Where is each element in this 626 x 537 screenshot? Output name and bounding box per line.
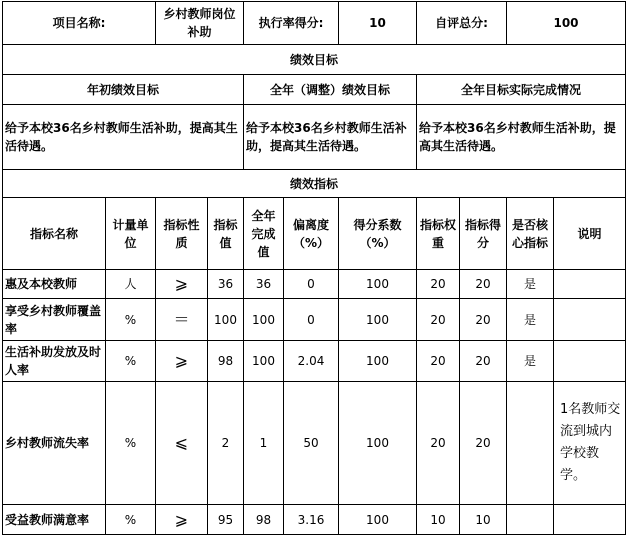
- row-target: 100: [208, 299, 244, 341]
- goals-adjusted-text: 给予本校36名乡村教师生活补助，提高其生活待遇。: [244, 105, 417, 170]
- row-actual: 100: [244, 299, 284, 341]
- row-nature: ⩽: [156, 382, 208, 505]
- row-weight: 20: [417, 382, 460, 505]
- self-score-value: 100: [507, 2, 626, 45]
- col-actual: 全年完成值: [244, 198, 284, 270]
- row-unit: %: [106, 299, 156, 341]
- row-coef: 100: [339, 382, 417, 505]
- row-name: 生活补助发放及时人率: [3, 341, 106, 382]
- row-core: 是: [507, 299, 554, 341]
- row-nature: ⩾: [156, 505, 208, 535]
- row-score: 10: [460, 505, 507, 535]
- row-core: 是: [507, 341, 554, 382]
- row-target: 36: [208, 270, 244, 299]
- col-score: 指标得分: [460, 198, 507, 270]
- header-row: [3, 2, 626, 45]
- execution-score-label: 执行率得分:: [244, 2, 339, 45]
- row-name: 享受乡村教师覆盖率: [3, 299, 106, 341]
- row-score: 20: [460, 270, 507, 299]
- row-note: [554, 341, 626, 382]
- row-score: 20: [460, 341, 507, 382]
- row-score: 20: [460, 299, 507, 341]
- goals-actual-text: 给予本校36名乡村教师生活补助，提高其生活待遇。: [417, 105, 626, 170]
- row-target: 2: [208, 382, 244, 505]
- col-name: 指标名称: [3, 198, 106, 270]
- col-unit: 计量单位: [106, 198, 156, 270]
- row-name: 受益教师满意率: [3, 505, 106, 535]
- row-unit: %: [106, 341, 156, 382]
- row-core: [507, 505, 554, 535]
- row-deviation: 0: [284, 270, 339, 299]
- row-weight: 20: [417, 341, 460, 382]
- col-weight: 指标权重: [417, 198, 460, 270]
- goals-col-adjusted: 全年（调整）绩效目标: [244, 75, 417, 105]
- row-weight: 20: [417, 299, 460, 341]
- goals-col-initial: 年初绩效目标: [3, 75, 244, 105]
- indicators-header-row: [3, 198, 626, 270]
- row-coef: 100: [339, 270, 417, 299]
- col-note: 说明: [554, 198, 626, 270]
- project-name-value: 乡村教师岗位补助: [156, 2, 244, 45]
- row-actual: 36: [244, 270, 284, 299]
- table-row: [3, 299, 626, 341]
- row-weight: 20: [417, 270, 460, 299]
- row-actual: 98: [244, 505, 284, 535]
- row-score: 20: [460, 382, 507, 505]
- row-target: 95: [208, 505, 244, 535]
- row-note: 1名教师交流到城内学校教学。: [554, 382, 626, 505]
- row-note: [554, 270, 626, 299]
- row-coef: 100: [339, 299, 417, 341]
- row-core: 是: [507, 270, 554, 299]
- row-actual: 100: [244, 341, 284, 382]
- row-deviation: 50: [284, 382, 339, 505]
- row-deviation: 2.04: [284, 341, 339, 382]
- goals-section-title: 绩效目标: [3, 45, 626, 75]
- row-unit: %: [106, 382, 156, 505]
- col-target: 指标值: [208, 198, 244, 270]
- table-row: [3, 382, 626, 505]
- row-name: 惠及本校教师: [3, 270, 106, 299]
- row-core: [507, 382, 554, 505]
- row-note: [554, 505, 626, 535]
- col-core: 是否核心指标: [507, 198, 554, 270]
- row-unit: 人: [106, 270, 156, 299]
- row-nature: ＝: [156, 299, 208, 341]
- execution-score-value: 10: [339, 2, 417, 45]
- col-coef: 得分系数（%）: [339, 198, 417, 270]
- goals-initial-text: 给予本校36名乡村教师生活补助，提高其生活待遇。: [3, 105, 244, 170]
- indicators-section-title: 绩效指标: [3, 170, 626, 198]
- row-deviation: 0: [284, 299, 339, 341]
- row-name: 乡村教师流失率: [3, 382, 106, 505]
- self-score-label: 自评总分:: [417, 2, 507, 45]
- row-actual: 1: [244, 382, 284, 505]
- col-nature: 指标性质: [156, 198, 208, 270]
- row-unit: %: [106, 505, 156, 535]
- row-nature: ⩾: [156, 270, 208, 299]
- goals-col-actual: 全年目标实际完成情况: [417, 75, 626, 105]
- row-coef: 100: [339, 341, 417, 382]
- table-row: [3, 270, 626, 299]
- table-row: [3, 505, 626, 535]
- row-nature: ⩾: [156, 341, 208, 382]
- performance-table: [2, 1, 626, 535]
- col-deviation: 偏离度（%）: [284, 198, 339, 270]
- row-note: [554, 299, 626, 341]
- table-row: [3, 341, 626, 382]
- row-weight: 10: [417, 505, 460, 535]
- row-coef: 100: [339, 505, 417, 535]
- project-name-label: 项目名称:: [3, 2, 156, 45]
- row-deviation: 3.16: [284, 505, 339, 535]
- row-target: 98: [208, 341, 244, 382]
